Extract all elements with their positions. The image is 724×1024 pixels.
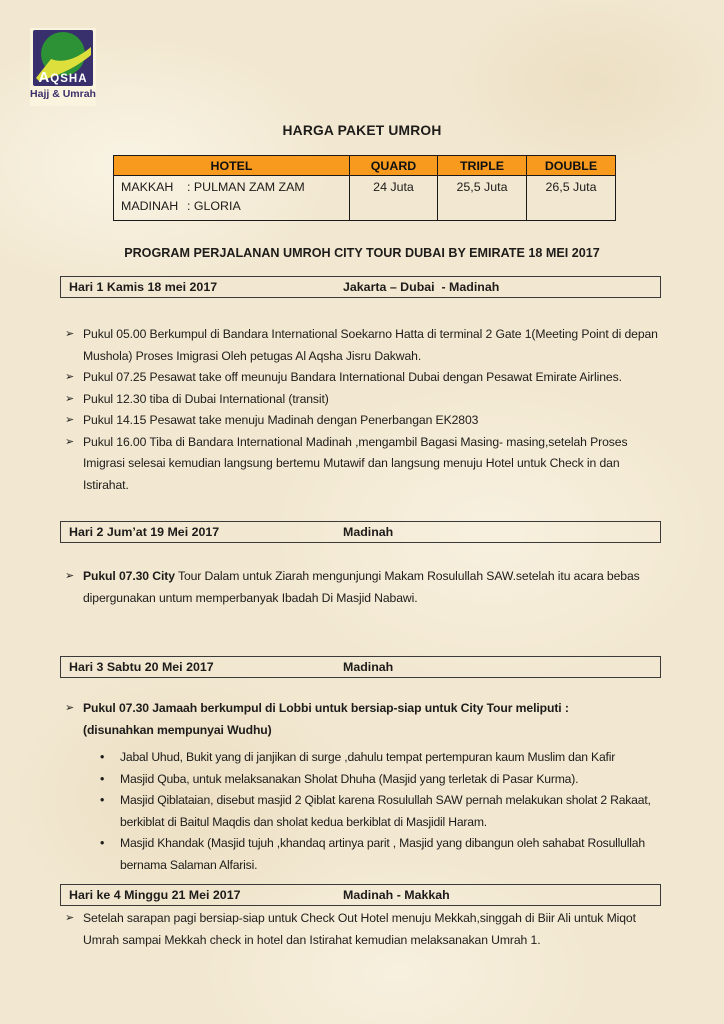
itinerary-text: Pukul 16.00 Tiba di Bandara International Madinah ,mengambil Bagasi Masing- masing,setelah Proses Imigrasi selesai kemudian langsung bertemu Mutawif dan langsung menuju Hotel untuk Check in dan Istirahat. [83, 434, 628, 492]
itinerary-text [83, 698, 662, 741]
day-2-route: Madinah [343, 525, 394, 539]
price-table [113, 155, 616, 221]
itinerary-item [60, 698, 662, 741]
itinerary-item [60, 410, 662, 432]
arrow-bullet-icon: ➢ [65, 328, 75, 340]
itinerary-text-line2: (disunahkan mempunyai Wudhu) [83, 722, 272, 737]
tour-stop-text: Masjid Quba, untuk melaksanakan Sholat Dhuha (Masjid yang terletak di Pasar Kurma). [120, 771, 579, 786]
hotel-name: : GLORIA [187, 199, 241, 213]
dot-bullet-icon: • [100, 750, 105, 764]
city-tour-stops [98, 747, 662, 876]
day-2-header-bar [60, 521, 661, 543]
logo-brand-subtitle: Hajj & Umrah [30, 88, 96, 100]
tour-stop-text: Jabal Uhud, Bukit yang di janjikan di surge ,dahulu tempat pertempuran kaum Muslim dan Kafir [120, 750, 616, 764]
tour-stop-item [98, 833, 662, 876]
arrow-bullet-icon: ➢ [65, 435, 75, 448]
day-3-itinerary [60, 698, 662, 876]
price-quard: 24 Juta [350, 176, 438, 221]
day-3-header-bar [60, 656, 661, 678]
itinerary-item [60, 324, 662, 367]
price-table-header-row [114, 156, 616, 176]
itinerary-text-rest: Tour Dalam untuk Ziarah mengunjungi Makam Rosulullah SAW.setelah itu acara bebas dipergunakan untum memperbanyak Ibadah Di Masjid Nabawi. [83, 569, 640, 605]
day-4-header-bar [60, 884, 661, 906]
itinerary-text: Pukul 14.15 Pesawat take menuju Madinah dengan Penerbangan EK2803 [83, 413, 479, 427]
day-3-title: Hari 3 Sabtu 20 Mei 2017 [69, 660, 214, 674]
hotel-city: MAKKAH [121, 180, 174, 194]
arrow-bullet-icon: ➢ [65, 912, 75, 924]
column-quard: QUARD [350, 156, 438, 176]
itinerary-item [60, 389, 662, 411]
itinerary-item [60, 432, 662, 497]
day-3-route: Madinah [343, 660, 394, 674]
arrow-bullet-icon: ➢ [65, 414, 75, 426]
itinerary-text-line1: Pukul 07.30 Jamaah berkumpul di Lobbi untuk bersiap-siap untuk City Tour meliputi : [83, 701, 569, 715]
tour-stop-text: Masjid Khandak (Masjid tujuh ,khandaq artinya parit , Masjid yang dibangun oleh sahabat Rosullullah bernama Salaman Alfarisi. [120, 836, 645, 872]
price-double: 26,5 Juta [527, 176, 616, 221]
itinerary-text: Pukul 05.00 Berkumpul di Bandara International Soekarno Hatta di terminal 2 Gate 1(Meeting Point di depan Mushola) Proses Imigrasi Oleh petugas Al Aqsha Jisru Dakwah. [83, 327, 658, 363]
tour-stop-item [98, 769, 662, 791]
arrow-bullet-icon: ➢ [65, 570, 75, 582]
column-double: DOUBLE [527, 156, 616, 176]
itinerary-text-bold: Pukul 07.30 City [83, 569, 175, 583]
tour-stop-item [98, 790, 662, 833]
itinerary-text: Pukul 12.30 tiba di Dubai International (transit) [83, 391, 329, 406]
itinerary-item [60, 566, 662, 609]
itinerary-text: Setelah sarapan pagi bersiap-siap untuk Check Out Hotel menuju Mekkah,singgah di Biir Ali untuk Miqot Umrah sampai Mekkah check in hotel dan Istirahat kemudian melaksanakan Umrah 1. [83, 911, 636, 947]
price-triple: 25,5 Juta [438, 176, 527, 221]
arrow-bullet-icon: ➢ [65, 392, 75, 405]
day-4-itinerary [60, 908, 662, 951]
price-table-row [114, 176, 616, 221]
hotel-cell [114, 176, 350, 221]
itinerary-text: Pukul 07.25 Pesawat take off meunuju Bandara International Dubai dengan Pesawat Emirate Airlines. [83, 370, 622, 384]
day-4-route: Madinah - Makkah [343, 888, 450, 902]
day-1-route: Jakarta – Dubai - Madinah [343, 280, 500, 294]
column-triple: TRIPLE [438, 156, 527, 176]
hotel-line-makkah [121, 178, 342, 197]
dot-bullet-icon: • [100, 836, 105, 850]
aqsha-logo [30, 28, 96, 106]
itinerary-item [60, 367, 662, 389]
day-1-header-bar [60, 276, 661, 298]
itinerary-text [83, 566, 662, 609]
tour-stop-text: Masjid Qiblataian, disebut masjid 2 Qiblat karena Rosulullah SAW pernah melakukan sholat 2 Rakaat, berkiblat di Baitul Maqdis dan sholat kedua berkiblat di Masjidil Haram. [120, 793, 651, 829]
hotel-name: : PULMAN ZAM ZAM [187, 180, 305, 194]
column-hotel: HOTEL [114, 156, 350, 176]
day-1-itinerary [60, 324, 662, 496]
logo-brand-name: AQSHA [38, 69, 88, 86]
day-1-title: Hari 1 Kamis 18 mei 2017 [69, 280, 218, 294]
hotel-line-madinah [121, 197, 342, 216]
dot-bullet-icon: • [100, 793, 105, 807]
day-4-title: Hari ke 4 Minggu 21 Mei 2017 [69, 888, 241, 902]
arrow-bullet-icon: ➢ [65, 702, 75, 714]
hotel-city: MADINAH [121, 199, 179, 213]
day-2-title: Hari 2 Jum’at 19 Mei 2017 [69, 525, 220, 539]
tour-stop-item [98, 747, 662, 769]
dot-bullet-icon: • [100, 771, 105, 786]
program-title: PROGRAM PERJALANAN UMROH CITY TOUR DUBAI BY EMIRATE 18 MEI 2017 [124, 246, 600, 260]
arrow-bullet-icon: ➢ [65, 371, 75, 383]
itinerary-item [60, 908, 662, 951]
page-title: HARGA PAKET UMROH [282, 123, 442, 138]
day-2-itinerary [60, 566, 662, 609]
